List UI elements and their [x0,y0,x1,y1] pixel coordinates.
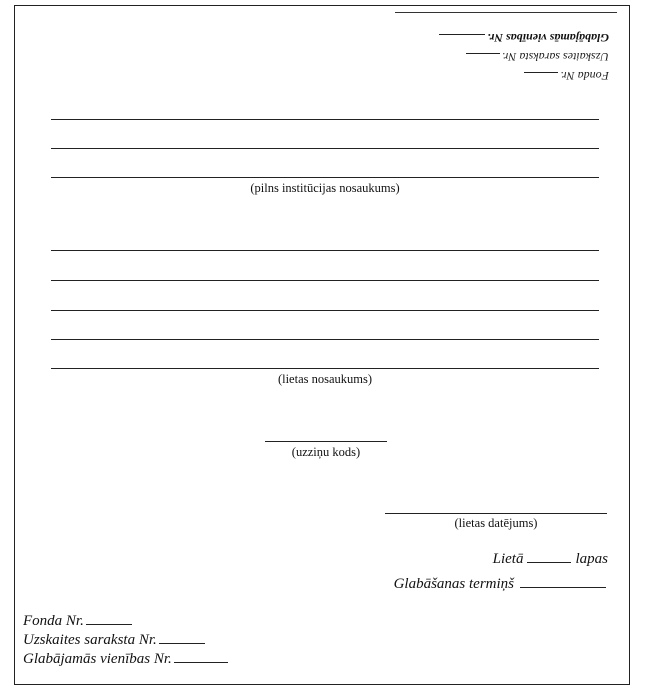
footer-fonda-label: Fonda Nr. [23,613,84,629]
footer-glabajamas-label: Glabājamās vienības Nr. [23,651,172,667]
retention-field [394,574,608,593]
flipped-uzskaites-blank[interactable] [466,53,500,67]
footer-uzskaites-label: Uzskaites saraksta Nr. [23,632,157,648]
case-dates-caption: (lietas datējums) [454,516,538,530]
case-line-3[interactable] [51,310,599,311]
footer-fonda-line [23,611,230,630]
flipped-header-block [409,26,609,86]
case-line-1[interactable] [51,250,599,251]
case-line-4[interactable] [51,339,599,340]
flipped-glabajamas-blank[interactable] [439,34,485,48]
pages-field [493,549,608,568]
footer-glabajamas-line [23,649,230,668]
pages-blank[interactable] [527,549,571,563]
flipped-uzskaites-label: Uzskaites saraksta Nr. [501,50,609,64]
pages-suffix: lapas [575,551,608,567]
document-form [14,5,630,685]
pages-prefix: Lietā [492,551,524,567]
case-dates-line[interactable] [385,513,607,514]
flipped-fonda-label: Fonda Nr. [560,69,609,83]
institution-line-2[interactable] [51,148,599,149]
institution-line-3[interactable] [51,177,599,178]
footer-uzskaites-line [23,630,230,649]
flipped-fonda-blank[interactable] [524,72,558,86]
case-line-2[interactable] [51,280,599,281]
footer-block [23,611,230,668]
institution-caption: (pilns institūcijas nosaukums) [250,181,400,195]
flipped-uzskaites-line [409,48,609,67]
flipped-fonda-line [409,67,609,86]
header-rule [395,12,617,13]
institution-line-1[interactable] [51,119,599,120]
footer-fonda-blank[interactable] [86,611,132,625]
retention-blank[interactable] [520,574,606,588]
flipped-glabajamas-line [409,29,609,48]
footer-glabajamas-blank[interactable] [174,649,228,663]
case-line-5[interactable] [51,368,599,369]
case-caption: (lietas nosaukums) [277,372,373,386]
index-code-line[interactable] [265,441,387,442]
flipped-glabajamas-label: Glabājamās vienības Nr. [487,31,609,45]
index-code-caption: (uzziņu kods) [291,445,361,459]
footer-uzskaites-blank[interactable] [159,630,205,644]
retention-label: Glabāšanas termiņš [393,576,514,592]
